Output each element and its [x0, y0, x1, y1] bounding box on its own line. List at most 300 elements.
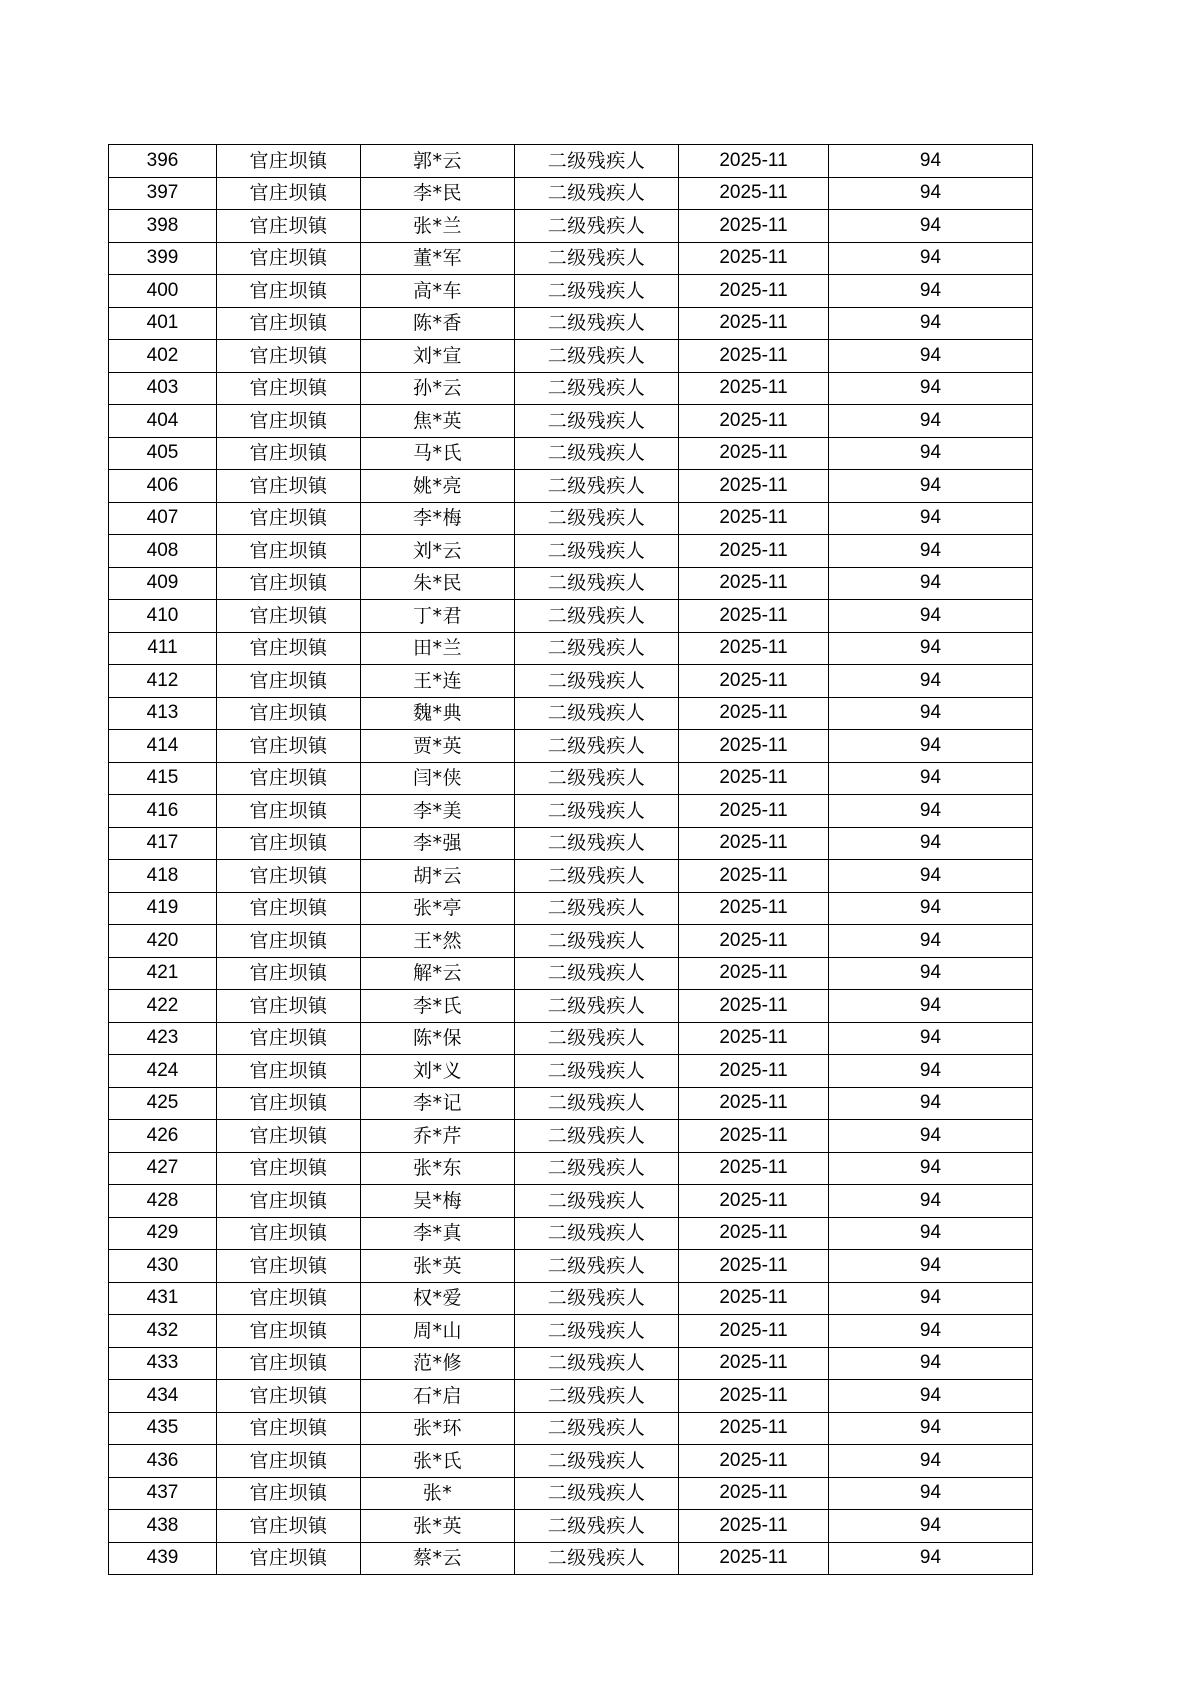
cell-disability-level: 二级残疾人 — [515, 860, 679, 893]
cell-town: 官庄坝镇 — [217, 1542, 361, 1575]
cell-disability-level: 二级残疾人 — [515, 145, 679, 178]
cell-amount: 94 — [829, 405, 1033, 438]
table-row — [109, 437, 1033, 470]
cell-serial-number: 428 — [109, 1185, 217, 1218]
cell-month: 2025-11 — [679, 1185, 829, 1218]
cell-town: 官庄坝镇 — [217, 567, 361, 600]
cell-serial-number: 404 — [109, 405, 217, 438]
cell-amount: 94 — [829, 990, 1033, 1023]
cell-amount: 94 — [829, 340, 1033, 373]
cell-town: 官庄坝镇 — [217, 665, 361, 698]
cell-month: 2025-11 — [679, 957, 829, 990]
cell-disability-level: 二级残疾人 — [515, 372, 679, 405]
cell-amount: 94 — [829, 957, 1033, 990]
cell-serial-number: 407 — [109, 502, 217, 535]
table-row — [109, 1347, 1033, 1380]
cell-disability-level: 二级残疾人 — [515, 1510, 679, 1543]
cell-serial-number: 436 — [109, 1445, 217, 1478]
cell-disability-level: 二级残疾人 — [515, 275, 679, 308]
cell-amount: 94 — [829, 1477, 1033, 1510]
cell-person-name: 蔡*云 — [361, 1542, 515, 1575]
cell-month: 2025-11 — [679, 177, 829, 210]
cell-town: 官庄坝镇 — [217, 502, 361, 535]
cell-amount: 94 — [829, 210, 1033, 243]
cell-town: 官庄坝镇 — [217, 795, 361, 828]
table-row — [109, 1542, 1033, 1575]
cell-person-name: 周*山 — [361, 1315, 515, 1348]
cell-serial-number: 413 — [109, 697, 217, 730]
cell-disability-level: 二级残疾人 — [515, 925, 679, 958]
cell-person-name: 刘*云 — [361, 535, 515, 568]
cell-amount: 94 — [829, 1510, 1033, 1543]
cell-person-name: 丁*君 — [361, 600, 515, 633]
cell-person-name: 胡*云 — [361, 860, 515, 893]
cell-disability-level: 二级残疾人 — [515, 827, 679, 860]
cell-disability-level: 二级残疾人 — [515, 437, 679, 470]
cell-town: 官庄坝镇 — [217, 1477, 361, 1510]
cell-amount: 94 — [829, 1250, 1033, 1283]
cell-town: 官庄坝镇 — [217, 535, 361, 568]
table-row — [109, 1185, 1033, 1218]
cell-disability-level: 二级残疾人 — [515, 502, 679, 535]
cell-disability-level: 二级残疾人 — [515, 1477, 679, 1510]
cell-town: 官庄坝镇 — [217, 632, 361, 665]
cell-town: 官庄坝镇 — [217, 1120, 361, 1153]
table-row — [109, 210, 1033, 243]
table-row — [109, 177, 1033, 210]
cell-amount: 94 — [829, 567, 1033, 600]
cell-disability-level: 二级残疾人 — [515, 1315, 679, 1348]
cell-disability-level: 二级残疾人 — [515, 697, 679, 730]
cell-amount: 94 — [829, 1445, 1033, 1478]
cell-person-name: 张*兰 — [361, 210, 515, 243]
cell-month: 2025-11 — [679, 275, 829, 308]
cell-disability-level: 二级残疾人 — [515, 892, 679, 925]
table-row — [109, 567, 1033, 600]
cell-amount: 94 — [829, 1542, 1033, 1575]
cell-town: 官庄坝镇 — [217, 1510, 361, 1543]
cell-town: 官庄坝镇 — [217, 307, 361, 340]
cell-month: 2025-11 — [679, 242, 829, 275]
cell-month: 2025-11 — [679, 405, 829, 438]
cell-disability-level: 二级残疾人 — [515, 1542, 679, 1575]
cell-town: 官庄坝镇 — [217, 925, 361, 958]
table-row — [109, 1120, 1033, 1153]
cell-amount: 94 — [829, 1055, 1033, 1088]
cell-amount: 94 — [829, 600, 1033, 633]
cell-serial-number: 400 — [109, 275, 217, 308]
table-row — [109, 372, 1033, 405]
cell-month: 2025-11 — [679, 1022, 829, 1055]
table-row — [109, 405, 1033, 438]
cell-amount: 94 — [829, 437, 1033, 470]
cell-amount: 94 — [829, 1185, 1033, 1218]
cell-serial-number: 430 — [109, 1250, 217, 1283]
table-row — [109, 275, 1033, 308]
cell-person-name: 李*记 — [361, 1087, 515, 1120]
cell-month: 2025-11 — [679, 1542, 829, 1575]
cell-month: 2025-11 — [679, 860, 829, 893]
cell-month: 2025-11 — [679, 567, 829, 600]
table-row — [109, 957, 1033, 990]
cell-month: 2025-11 — [679, 1087, 829, 1120]
cell-disability-level: 二级残疾人 — [515, 795, 679, 828]
cell-disability-level: 二级残疾人 — [515, 1087, 679, 1120]
cell-month: 2025-11 — [679, 990, 829, 1023]
cell-person-name: 刘*宣 — [361, 340, 515, 373]
table-row — [109, 892, 1033, 925]
cell-amount: 94 — [829, 1152, 1033, 1185]
cell-serial-number: 417 — [109, 827, 217, 860]
cell-month: 2025-11 — [679, 632, 829, 665]
cell-serial-number: 421 — [109, 957, 217, 990]
cell-person-name: 高*车 — [361, 275, 515, 308]
cell-person-name: 朱*民 — [361, 567, 515, 600]
cell-person-name: 吴*梅 — [361, 1185, 515, 1218]
cell-town: 官庄坝镇 — [217, 827, 361, 860]
cell-disability-level: 二级残疾人 — [515, 1250, 679, 1283]
table-row — [109, 1087, 1033, 1120]
table-row — [109, 990, 1033, 1023]
cell-month: 2025-11 — [679, 470, 829, 503]
cell-person-name: 马*氏 — [361, 437, 515, 470]
cell-town: 官庄坝镇 — [217, 697, 361, 730]
cell-person-name: 刘*义 — [361, 1055, 515, 1088]
cell-month: 2025-11 — [679, 697, 829, 730]
table-row — [109, 827, 1033, 860]
cell-disability-level: 二级残疾人 — [515, 730, 679, 763]
cell-serial-number: 429 — [109, 1217, 217, 1250]
table-row — [109, 470, 1033, 503]
cell-disability-level: 二级残疾人 — [515, 470, 679, 503]
cell-person-name: 孙*云 — [361, 372, 515, 405]
cell-month: 2025-11 — [679, 307, 829, 340]
cell-month: 2025-11 — [679, 1217, 829, 1250]
cell-amount: 94 — [829, 502, 1033, 535]
cell-amount: 94 — [829, 1022, 1033, 1055]
table-row — [109, 600, 1033, 633]
cell-serial-number: 437 — [109, 1477, 217, 1510]
cell-town: 官庄坝镇 — [217, 1217, 361, 1250]
cell-serial-number: 425 — [109, 1087, 217, 1120]
cell-amount: 94 — [829, 242, 1033, 275]
cell-serial-number: 401 — [109, 307, 217, 340]
table-row — [109, 1022, 1033, 1055]
cell-disability-level: 二级残疾人 — [515, 242, 679, 275]
cell-disability-level: 二级残疾人 — [515, 1380, 679, 1413]
cell-disability-level: 二级残疾人 — [515, 405, 679, 438]
cell-town: 官庄坝镇 — [217, 1022, 361, 1055]
cell-person-name: 王*连 — [361, 665, 515, 698]
cell-month: 2025-11 — [679, 340, 829, 373]
cell-town: 官庄坝镇 — [217, 957, 361, 990]
table-row — [109, 535, 1033, 568]
cell-town: 官庄坝镇 — [217, 1380, 361, 1413]
cell-disability-level: 二级残疾人 — [515, 1282, 679, 1315]
cell-disability-level: 二级残疾人 — [515, 340, 679, 373]
cell-serial-number: 410 — [109, 600, 217, 633]
cell-town: 官庄坝镇 — [217, 242, 361, 275]
cell-disability-level: 二级残疾人 — [515, 307, 679, 340]
table-row — [109, 340, 1033, 373]
cell-serial-number: 412 — [109, 665, 217, 698]
cell-person-name: 董*军 — [361, 242, 515, 275]
cell-month: 2025-11 — [679, 1282, 829, 1315]
table-row — [109, 1510, 1033, 1543]
table-row — [109, 242, 1033, 275]
cell-serial-number: 409 — [109, 567, 217, 600]
table-row — [109, 632, 1033, 665]
cell-town: 官庄坝镇 — [217, 437, 361, 470]
cell-town: 官庄坝镇 — [217, 892, 361, 925]
cell-month: 2025-11 — [679, 1315, 829, 1348]
cell-town: 官庄坝镇 — [217, 1445, 361, 1478]
cell-serial-number: 439 — [109, 1542, 217, 1575]
cell-town: 官庄坝镇 — [217, 730, 361, 763]
cell-amount: 94 — [829, 1282, 1033, 1315]
table-row — [109, 1445, 1033, 1478]
table-row — [109, 730, 1033, 763]
table-row — [109, 795, 1033, 828]
cell-serial-number: 426 — [109, 1120, 217, 1153]
cell-month: 2025-11 — [679, 1250, 829, 1283]
cell-town: 官庄坝镇 — [217, 1055, 361, 1088]
cell-amount: 94 — [829, 762, 1033, 795]
cell-serial-number: 398 — [109, 210, 217, 243]
cell-serial-number: 432 — [109, 1315, 217, 1348]
table-row — [109, 502, 1033, 535]
cell-town: 官庄坝镇 — [217, 1315, 361, 1348]
cell-month: 2025-11 — [679, 600, 829, 633]
table-row — [109, 307, 1033, 340]
cell-serial-number: 414 — [109, 730, 217, 763]
cell-serial-number: 399 — [109, 242, 217, 275]
table-row — [109, 1055, 1033, 1088]
cell-disability-level: 二级残疾人 — [515, 535, 679, 568]
cell-serial-number: 431 — [109, 1282, 217, 1315]
cell-person-name: 李*氏 — [361, 990, 515, 1023]
cell-serial-number: 419 — [109, 892, 217, 925]
cell-person-name: 石*启 — [361, 1380, 515, 1413]
cell-amount: 94 — [829, 470, 1033, 503]
cell-person-name: 李*强 — [361, 827, 515, 860]
cell-serial-number: 405 — [109, 437, 217, 470]
cell-serial-number: 423 — [109, 1022, 217, 1055]
table-row — [109, 1217, 1033, 1250]
table-row — [109, 925, 1033, 958]
cell-person-name: 贾*英 — [361, 730, 515, 763]
cell-person-name: 张* — [361, 1477, 515, 1510]
cell-month: 2025-11 — [679, 1477, 829, 1510]
cell-serial-number: 418 — [109, 860, 217, 893]
cell-town: 官庄坝镇 — [217, 1282, 361, 1315]
cell-month: 2025-11 — [679, 925, 829, 958]
cell-town: 官庄坝镇 — [217, 990, 361, 1023]
cell-disability-level: 二级残疾人 — [515, 1412, 679, 1445]
cell-amount: 94 — [829, 665, 1033, 698]
cell-person-name: 乔*芹 — [361, 1120, 515, 1153]
cell-month: 2025-11 — [679, 1380, 829, 1413]
cell-amount: 94 — [829, 925, 1033, 958]
cell-serial-number: 403 — [109, 372, 217, 405]
cell-disability-level: 二级残疾人 — [515, 665, 679, 698]
cell-serial-number: 406 — [109, 470, 217, 503]
cell-town: 官庄坝镇 — [217, 210, 361, 243]
cell-disability-level: 二级残疾人 — [515, 1347, 679, 1380]
cell-month: 2025-11 — [679, 795, 829, 828]
table-row — [109, 1380, 1033, 1413]
cell-town: 官庄坝镇 — [217, 275, 361, 308]
cell-disability-level: 二级残疾人 — [515, 762, 679, 795]
cell-person-name: 张*英 — [361, 1510, 515, 1543]
table-row — [109, 1250, 1033, 1283]
cell-serial-number: 424 — [109, 1055, 217, 1088]
subsidy-table — [108, 144, 1033, 1575]
cell-person-name: 权*爱 — [361, 1282, 515, 1315]
cell-amount: 94 — [829, 1412, 1033, 1445]
cell-month: 2025-11 — [679, 145, 829, 178]
cell-serial-number: 396 — [109, 145, 217, 178]
cell-town: 官庄坝镇 — [217, 177, 361, 210]
cell-person-name: 张*英 — [361, 1250, 515, 1283]
cell-person-name: 魏*典 — [361, 697, 515, 730]
cell-town: 官庄坝镇 — [217, 762, 361, 795]
cell-month: 2025-11 — [679, 1347, 829, 1380]
cell-town: 官庄坝镇 — [217, 340, 361, 373]
cell-disability-level: 二级残疾人 — [515, 1022, 679, 1055]
cell-serial-number: 438 — [109, 1510, 217, 1543]
cell-person-name: 姚*亮 — [361, 470, 515, 503]
cell-person-name: 解*云 — [361, 957, 515, 990]
cell-month: 2025-11 — [679, 1445, 829, 1478]
cell-town: 官庄坝镇 — [217, 1250, 361, 1283]
cell-month: 2025-11 — [679, 730, 829, 763]
cell-disability-level: 二级残疾人 — [515, 600, 679, 633]
cell-amount: 94 — [829, 730, 1033, 763]
cell-person-name: 张*氏 — [361, 1445, 515, 1478]
cell-month: 2025-11 — [679, 1412, 829, 1445]
cell-month: 2025-11 — [679, 665, 829, 698]
cell-amount: 94 — [829, 275, 1033, 308]
cell-town: 官庄坝镇 — [217, 1087, 361, 1120]
cell-town: 官庄坝镇 — [217, 372, 361, 405]
cell-serial-number: 416 — [109, 795, 217, 828]
cell-person-name: 张*环 — [361, 1412, 515, 1445]
cell-serial-number: 415 — [109, 762, 217, 795]
cell-amount: 94 — [829, 827, 1033, 860]
cell-month: 2025-11 — [679, 210, 829, 243]
cell-amount: 94 — [829, 892, 1033, 925]
cell-month: 2025-11 — [679, 372, 829, 405]
cell-month: 2025-11 — [679, 892, 829, 925]
cell-person-name: 李*梅 — [361, 502, 515, 535]
cell-person-name: 李*民 — [361, 177, 515, 210]
cell-person-name: 焦*英 — [361, 405, 515, 438]
cell-disability-level: 二级残疾人 — [515, 210, 679, 243]
cell-month: 2025-11 — [679, 1055, 829, 1088]
cell-town: 官庄坝镇 — [217, 1152, 361, 1185]
cell-serial-number: 411 — [109, 632, 217, 665]
cell-disability-level: 二级残疾人 — [515, 1185, 679, 1218]
cell-disability-level: 二级残疾人 — [515, 1120, 679, 1153]
cell-amount: 94 — [829, 1315, 1033, 1348]
cell-amount: 94 — [829, 1217, 1033, 1250]
cell-person-name: 范*修 — [361, 1347, 515, 1380]
cell-month: 2025-11 — [679, 502, 829, 535]
cell-disability-level: 二级残疾人 — [515, 1445, 679, 1478]
cell-amount: 94 — [829, 632, 1033, 665]
cell-disability-level: 二级残疾人 — [515, 177, 679, 210]
cell-month: 2025-11 — [679, 1120, 829, 1153]
cell-town: 官庄坝镇 — [217, 470, 361, 503]
cell-amount: 94 — [829, 372, 1033, 405]
table-row — [109, 1315, 1033, 1348]
cell-person-name: 田*兰 — [361, 632, 515, 665]
cell-person-name: 陈*保 — [361, 1022, 515, 1055]
table-row — [109, 697, 1033, 730]
cell-serial-number: 420 — [109, 925, 217, 958]
table-row — [109, 1412, 1033, 1445]
table-row — [109, 762, 1033, 795]
cell-town: 官庄坝镇 — [217, 1347, 361, 1380]
cell-disability-level: 二级残疾人 — [515, 957, 679, 990]
cell-town: 官庄坝镇 — [217, 1412, 361, 1445]
cell-amount: 94 — [829, 860, 1033, 893]
cell-disability-level: 二级残疾人 — [515, 990, 679, 1023]
table-body — [109, 145, 1033, 1575]
cell-amount: 94 — [829, 1087, 1033, 1120]
cell-serial-number: 422 — [109, 990, 217, 1023]
cell-person-name: 张*亭 — [361, 892, 515, 925]
table-row — [109, 1152, 1033, 1185]
cell-serial-number: 397 — [109, 177, 217, 210]
cell-disability-level: 二级残疾人 — [515, 632, 679, 665]
cell-month: 2025-11 — [679, 535, 829, 568]
cell-person-name: 王*然 — [361, 925, 515, 958]
cell-town: 官庄坝镇 — [217, 600, 361, 633]
cell-month: 2025-11 — [679, 827, 829, 860]
cell-serial-number: 434 — [109, 1380, 217, 1413]
cell-amount: 94 — [829, 795, 1033, 828]
cell-person-name: 李*美 — [361, 795, 515, 828]
cell-month: 2025-11 — [679, 437, 829, 470]
table-row — [109, 860, 1033, 893]
cell-serial-number: 402 — [109, 340, 217, 373]
table-row — [109, 1477, 1033, 1510]
table-row — [109, 1282, 1033, 1315]
cell-amount: 94 — [829, 177, 1033, 210]
cell-amount: 94 — [829, 535, 1033, 568]
cell-month: 2025-11 — [679, 762, 829, 795]
cell-serial-number: 435 — [109, 1412, 217, 1445]
cell-town: 官庄坝镇 — [217, 1185, 361, 1218]
cell-person-name: 陈*香 — [361, 307, 515, 340]
cell-serial-number: 433 — [109, 1347, 217, 1380]
cell-amount: 94 — [829, 1380, 1033, 1413]
cell-town: 官庄坝镇 — [217, 860, 361, 893]
cell-person-name: 闫*侠 — [361, 762, 515, 795]
cell-amount: 94 — [829, 697, 1033, 730]
cell-person-name: 张*东 — [361, 1152, 515, 1185]
cell-disability-level: 二级残疾人 — [515, 1152, 679, 1185]
cell-amount: 94 — [829, 307, 1033, 340]
cell-serial-number: 427 — [109, 1152, 217, 1185]
cell-disability-level: 二级残疾人 — [515, 1217, 679, 1250]
cell-disability-level: 二级残疾人 — [515, 1055, 679, 1088]
cell-town: 官庄坝镇 — [217, 145, 361, 178]
cell-person-name: 郭*云 — [361, 145, 515, 178]
cell-town: 官庄坝镇 — [217, 405, 361, 438]
